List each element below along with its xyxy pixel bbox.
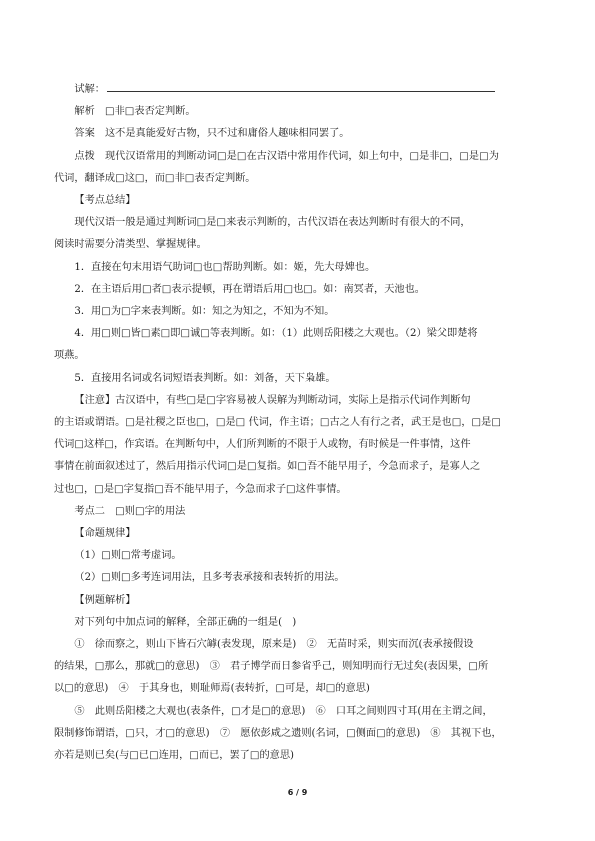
text-line	[54, 323, 542, 345]
text-line	[54, 745, 542, 767]
line-text: 试解：	[74, 84, 105, 95]
text-line	[54, 212, 542, 234]
text-line	[54, 234, 542, 256]
line-text: 1．直接在句末用语气助词□也□帮助判断。如：姬，先大母婢也。	[74, 261, 376, 273]
text-line	[54, 701, 542, 723]
text-line	[54, 456, 542, 478]
text-line	[54, 479, 542, 501]
line-text: 亦若是则已矣(与□已□连用，□而已，罢了□的意思)	[54, 750, 295, 762]
text-line	[54, 79, 542, 101]
text-line	[54, 545, 542, 567]
line-text: 【注意】古汉语中，有些□是□字容易被人误解为判断动词，实际上是指示代词作判断句	[74, 394, 471, 406]
text-line	[54, 612, 542, 634]
line-text: 2．在主语后用□者□表示提顿，再在谓语后用□也□。如：南冥者，天池也。	[74, 283, 425, 295]
line-text: 过也□，□是□字复指□吾不能早用子，今急而求子□这件事情。	[54, 483, 347, 495]
line-text: 3．用□为□字来表判断。如：知之为知之，不知为不知。	[74, 306, 335, 318]
line-text: 考点二 □则□字的用法	[74, 505, 186, 517]
text-line	[54, 368, 542, 390]
line-text: 代词，翻译成□这□，而□非□表否定判断。	[54, 172, 256, 184]
text-line	[54, 412, 542, 434]
line-text: 解析 □非□表否定判断。	[74, 106, 196, 118]
text-line	[54, 168, 542, 190]
page-content	[54, 79, 542, 767]
text-line	[54, 279, 542, 301]
text-line	[54, 123, 542, 145]
text-line	[54, 146, 542, 168]
page-number: 6 / 9	[287, 788, 308, 797]
line-text: 的主语或谓语。□是社稷之臣也□，□是□ 代词，作主语；□古之人有行之者，武王是也□，□是□	[54, 417, 501, 429]
text-line	[54, 567, 542, 589]
text-line	[54, 656, 542, 678]
text-line	[54, 678, 542, 700]
line-text: 【考点总结】	[74, 195, 136, 207]
answer-blank-line[interactable]	[107, 79, 495, 92]
text-line	[54, 434, 542, 456]
text-line	[54, 345, 542, 367]
line-text: （2）□则□多考连词用法，且多考表承接和表转折的用法。	[74, 572, 345, 584]
text-line	[54, 723, 542, 745]
line-text: 点拨 现代汉语常用的判断动词□是□在古汉语中常用作代词，如上句中，□是非□，□是□为	[74, 150, 499, 162]
line-text: ⑤ 此则岳阳楼之大观也(表条件，□才是□的意思) ⑥ 口耳之间则四寸耳(用在主谓之间，	[74, 705, 493, 717]
line-text: 阅读时需要分清类型、掌握规律。	[54, 239, 207, 251]
text-line	[54, 523, 542, 545]
text-line	[54, 257, 542, 279]
line-text: 4．用□则□皆□素□即□诚□等表判断。如：（1）此则岳阳楼之大观也。（2）梁父即楚将	[74, 328, 478, 340]
line-text: 现代汉语一般是通过判断词□是□来表示判断的，古代汉语在表达判断时有很大的不同，	[74, 217, 471, 229]
text-line	[54, 590, 542, 612]
line-text: （1）□则□常考虚词。	[74, 550, 182, 562]
line-text: 答案 这不是真能爱好古物，只不过和庸俗人趣味相同罢了。	[74, 128, 350, 140]
line-text: 事情在前面叙述过了，然后用指示代词□是□复指。如□吾不能早用子，今急而求子，是寡人之	[54, 461, 481, 473]
line-text: 限制修饰谓语，□只，才□的意思) ⑦ 愿依彭咸之遗则(名词，□侧面□的意思) ⑧ 其视下也，	[54, 727, 502, 739]
line-text: 的结果，□那么，那就□的意思) ③ 君子博学而日参省乎己，则知明而行无过矣(表因果，□所	[54, 661, 489, 673]
line-text: 对下列句中加点词的解释，全部正确的一组是( )	[74, 616, 297, 628]
line-text: ① 徐而察之，则山下皆石穴罅(表发现，原来是) ② 无苗时采，则实而沉(表承接假设	[74, 639, 474, 651]
line-text: 【命题规律】	[74, 528, 136, 540]
line-text: 以□的意思) ④ 于其身也，则耻师焉(表转折，□可是，却□的意思)	[54, 683, 370, 695]
text-line	[54, 301, 542, 323]
text-line	[54, 101, 542, 123]
line-text: 5．直接用名词或名词短语表判断。如：刘备，天下枭雄。	[74, 372, 336, 384]
text-line	[54, 634, 542, 656]
line-text: 项燕。	[54, 350, 85, 362]
line-text: 【例题解析】	[74, 594, 136, 606]
text-line	[54, 190, 542, 212]
text-line	[54, 501, 542, 523]
text-line	[54, 390, 542, 412]
line-text: 代词□这样□，作宾语。在判断句中，人们所判断的不限于人或物，有时候是一件事情，这件	[54, 439, 471, 451]
